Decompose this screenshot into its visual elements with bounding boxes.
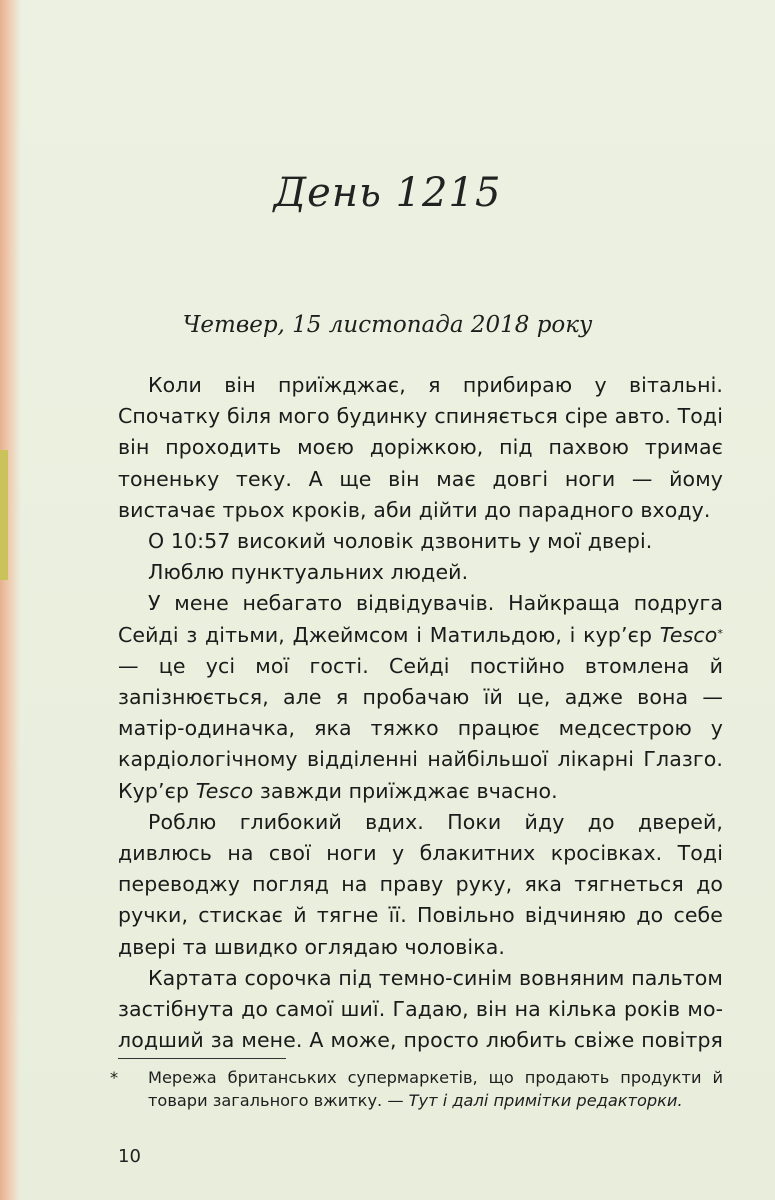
paragraph: Коли він приїжджає, я прибираю у вітальні. Спочатку біля мого будинку спиняється сіре авто. Тоді він проходить моєю доріжкою, під пахвою тримає тоненьку теку. А ще він має довгі ноги — йому вистачає трьох кроків, аби дійти до парадного входу. bbox=[118, 373, 723, 522]
date-heading: Четвер, 15 листопада 2018 року bbox=[182, 312, 593, 338]
paragraph: О 10:57 високий чоловік дзвонить у мої двері. bbox=[148, 529, 653, 554]
footnote-text bbox=[148, 1066, 723, 1112]
paragraph-text: У мене небагато відвідувачів. Найкраща подруга Сейді з дітьми, Джеймсом і Матильдою, і кур’єр bbox=[118, 591, 723, 647]
body-text bbox=[118, 370, 723, 1056]
paragraph-text: — це усі мої гості. Сейді постійно втомлена й запізнюється, але я пробачаю їй це, адже вона — матір-одиначка, яка тяжко працює медсестрою у кардіологічному відділенні найбільшої лікарні Глазго. Кур’єр bbox=[118, 653, 723, 803]
footnote-marker: * bbox=[110, 1068, 119, 1087]
footnote-body: Мережа британських супермаркетів, що продають продукти й товари загального вжитку. — bbox=[148, 1068, 723, 1110]
chapter-title: День 1215 bbox=[273, 170, 502, 216]
paragraph bbox=[118, 588, 723, 806]
paragraph: Картата сорочка під темно-синім вовняним пальтом застібнута до самої шиї. Гадаю, він на кілька років молодший за мене. А може, просто любить свіже повітря bbox=[118, 965, 723, 1053]
footnote-editor-note: Тут і далі примітки редакторки. bbox=[408, 1091, 683, 1110]
footnote-divider bbox=[118, 1058, 286, 1059]
paragraph-text: завжди приїжджає вчасно. bbox=[253, 778, 558, 803]
brand-name: Tesco bbox=[195, 778, 254, 803]
book-edge-accent bbox=[0, 450, 8, 580]
page-number: 10 bbox=[118, 1146, 141, 1167]
footnote bbox=[110, 1066, 723, 1112]
footnote-reference: * bbox=[717, 626, 723, 640]
brand-name: Tesco bbox=[659, 622, 718, 647]
paragraph: Роблю глибокий вдих. Поки йду до дверей, дивлюсь на свої ноги у блакитних кросівках. Тоді переводжу погляд на праву руку, яка тягнеться до ручки, стискає й тягне її. Повільно відчиняю до себе двері та швидко оглядаю чоловіка. bbox=[118, 809, 723, 959]
paragraph: Люблю пунктуальних людей. bbox=[148, 560, 469, 585]
